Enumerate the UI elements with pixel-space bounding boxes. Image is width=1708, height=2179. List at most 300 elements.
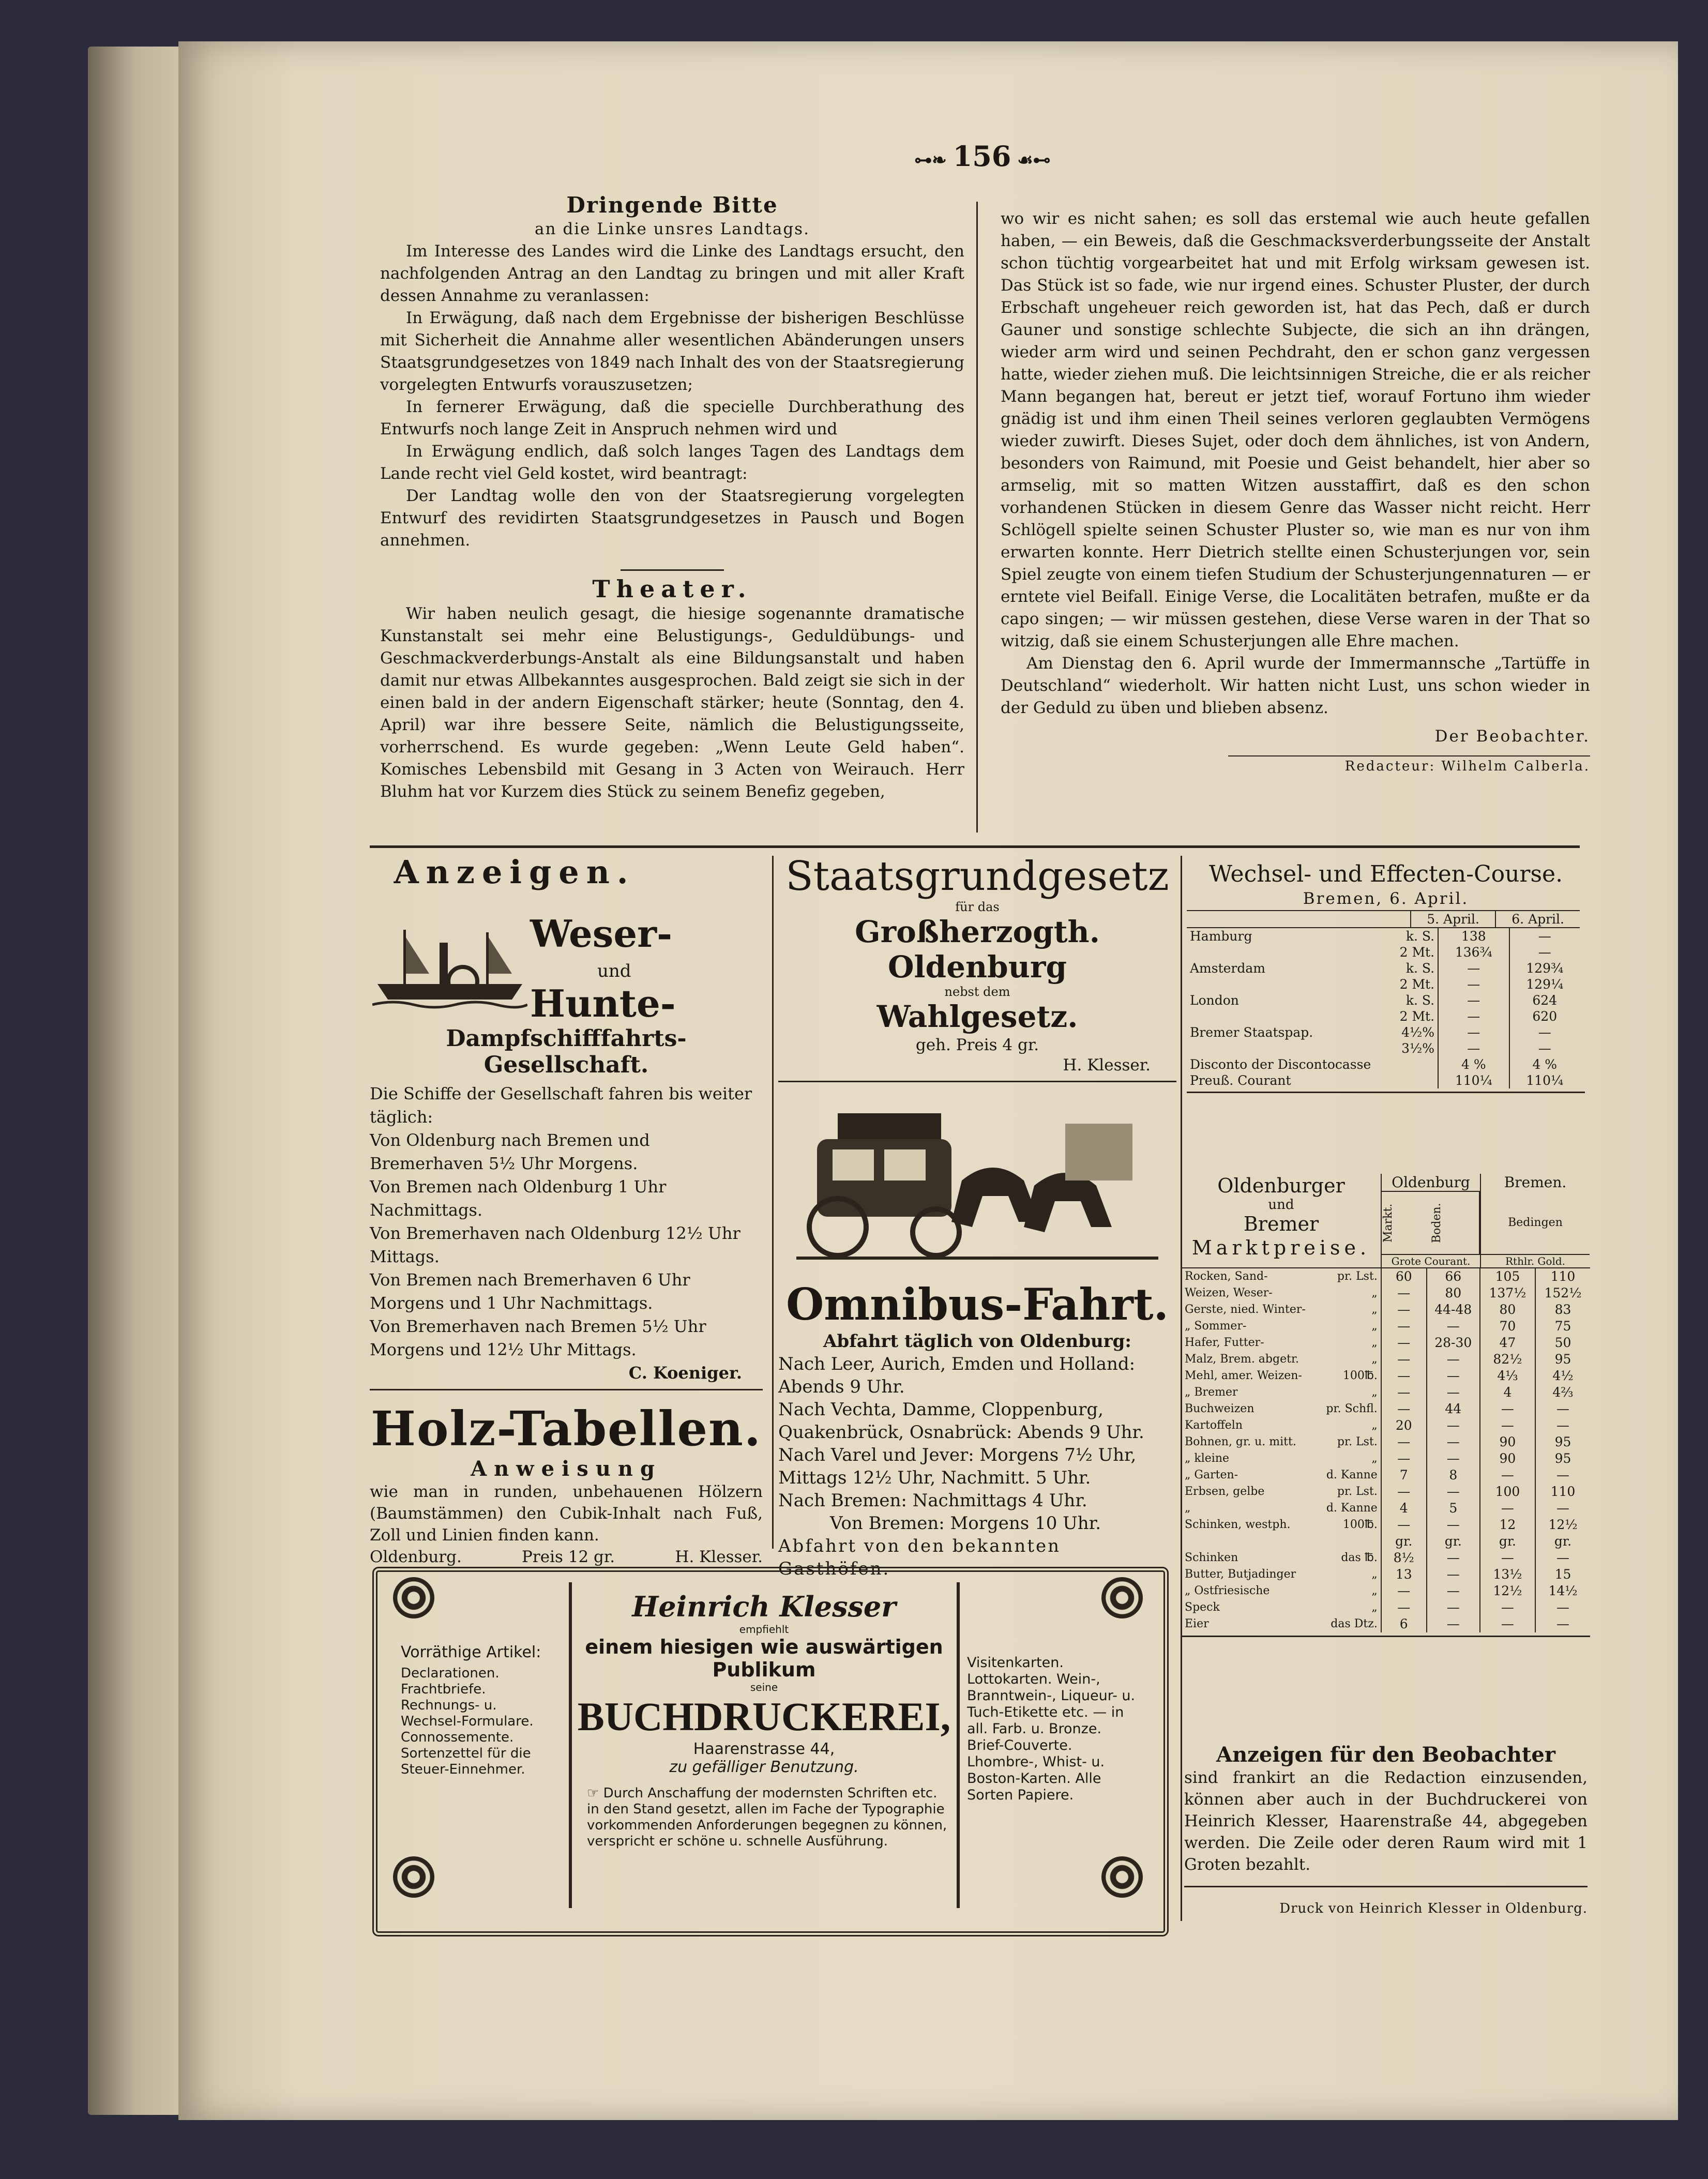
wechsel-cell (1374, 1056, 1438, 1072)
footer-rule (1184, 1886, 1588, 1887)
ads-header: Anzeigen. (394, 853, 636, 891)
klesser-right-list: Visitenkarten. Lottokarten. Wein-, Branntwein-, Liqueur- u. Tuch-Etikette etc. — in all. Farb. u. Bronze. Brief-Couverte. Lhombre-, Whist- u. Boston-Karten. Alle Sorten Papiere. (967, 1655, 1136, 1803)
markt-cell: — (1381, 1517, 1427, 1533)
pointing-hand-icon: ☞ (587, 1785, 603, 1801)
markt-cell: „ (1371, 1336, 1378, 1349)
wechsel-cell: 624 (1509, 992, 1580, 1008)
markt-cell: 95 (1535, 1434, 1590, 1450)
omnibus-line: Nach Varel und Jever: Morgens 7½ Uhr, Mittags 12½ Uhr, Nachmitt. 5 Uhr. (778, 1445, 1137, 1488)
table-divider (1182, 1636, 1590, 1637)
ornament-knob-icon (1101, 1577, 1143, 1618)
omnibus-line: Nach Leer, Aurich, Emden und Holland: Abends 9 Uhr. (778, 1354, 1136, 1397)
omnibus-schedule (778, 1330, 1176, 1580)
wechsel-cell: — (1509, 1024, 1580, 1040)
wechsel-row (1187, 1008, 1580, 1024)
markt-title-line: und (1268, 1197, 1294, 1213)
sgg-title: Staatsgrundgesetz (785, 853, 1169, 900)
column-divider (772, 856, 774, 1549)
wechsel-row (1187, 1024, 1580, 1040)
markt-row (1182, 1599, 1590, 1616)
markt-cell: „ Bremer (1185, 1386, 1238, 1399)
markt-cell: 4 (1480, 1384, 1535, 1401)
klesser-benutzung: zu gefälliger Benutzung. (669, 1758, 859, 1776)
wechsel-row (1187, 928, 1580, 944)
markt-cell: 6 (1381, 1616, 1427, 1632)
table-divider (1187, 1092, 1585, 1093)
markt-cell: — (1427, 1434, 1480, 1450)
markt-cell: „ (1371, 1419, 1378, 1432)
markt-cell: — (1381, 1285, 1427, 1302)
markt-cell: Weizen, Weser- (1185, 1287, 1273, 1299)
markt-cell: — (1427, 1583, 1480, 1599)
wechsel-cell: k. S. (1405, 929, 1435, 944)
markt-cell: 12½ (1480, 1583, 1535, 1599)
wechsel-cell: 136¾ (1438, 944, 1509, 960)
head-oldenburg: Oldenburg (1382, 1174, 1480, 1192)
markt-cell: „ (1371, 1303, 1378, 1316)
weser-schedule (370, 1082, 763, 1385)
klesser-buchdruckerei: BUCHDRUCKEREI, (577, 1694, 951, 1739)
markt-cell: — (1427, 1517, 1480, 1533)
wechsel-cell: 110¼ (1438, 1072, 1509, 1088)
sgg-fuer: für das (955, 900, 1000, 914)
markt-cell: 4⅔ (1535, 1384, 1590, 1401)
markt-cell: — (1381, 1318, 1427, 1335)
markt-cell: — (1480, 1599, 1535, 1616)
wechsel-row (1187, 1056, 1580, 1072)
markt-row (1182, 1335, 1590, 1351)
holz-text: wie man in runden, unbehauenen Hölzern (Baumstämmen) den Cubik-Inhalt nach Fuß, Zoll und Linien finden kann. (370, 1482, 763, 1545)
markt-cell: 83 (1535, 1302, 1590, 1318)
markt-cell: 90 (1480, 1434, 1535, 1450)
wechsel-col-header: 6. April. (1495, 911, 1580, 928)
markt-cell: „ Garten- (1185, 1469, 1238, 1481)
omnibus-line: Nach Vechta, Damme, Cloppenburg, Quakenbrück, Osnabrück: Abends 9 Uhr. (778, 1399, 1144, 1443)
markt-cell: — (1535, 1467, 1590, 1484)
wechsel-cell: 138 (1438, 928, 1509, 944)
markt-cell: — (1427, 1417, 1480, 1434)
markt-cell: „ (1371, 1353, 1378, 1366)
sgg-nebst: nebst dem (944, 985, 1010, 999)
markt-cell: 137½ (1480, 1285, 1535, 1302)
ornament-left-icon: ⊶❧ (914, 150, 953, 171)
markt-cell: pr. Lst. (1337, 1270, 1378, 1283)
markt-cell: 75 (1535, 1318, 1590, 1335)
wechsel-cell: 129¼ (1509, 976, 1580, 992)
redacteur-line: Redacteur: Wilhelm Calberla. (1228, 755, 1590, 774)
wechsel-cell: 129¾ (1509, 960, 1580, 976)
markt-cell: — (1535, 1500, 1590, 1517)
markt-cell: 14½ (1535, 1583, 1590, 1599)
markt-cell: 12½ (1535, 1517, 1590, 1533)
markt-cell: 8 (1427, 1467, 1480, 1484)
markt-cell: — (1427, 1616, 1480, 1632)
wechsel-cell (1187, 944, 1374, 960)
markt-cell: das Dtz. (1331, 1617, 1378, 1630)
schedule-line: Von Oldenburg nach Bremen und Bremerhaven 5½ Uhr Morgens. (370, 1130, 650, 1173)
ornament-knob-icon (1101, 1856, 1143, 1898)
markt-cell: — (1427, 1599, 1480, 1616)
markt-cell: Hafer, Futter- (1185, 1336, 1264, 1349)
markt-cell: — (1480, 1550, 1535, 1566)
markt-cell: 100℔. (1342, 1369, 1378, 1382)
markt-cell: 80 (1480, 1302, 1535, 1318)
ad-divider (778, 1081, 1176, 1082)
schedule-line: Von Bremerhaven nach Bremen 5½ Uhr Morgens und 12½ Uhr Mittags. (370, 1317, 706, 1359)
weser-company: Dampfschifffahrts-Gesellschaft. (446, 1025, 687, 1078)
wechsel-cell: 2 Mt. (1399, 945, 1435, 960)
markt-cell: „ Sommer- (1185, 1320, 1247, 1333)
markt-cell: „ (1371, 1601, 1378, 1614)
markt-title-line: Oldenburger (1217, 1174, 1345, 1197)
markt-cell: 110 (1535, 1268, 1590, 1285)
markt-cell: 66 (1427, 1268, 1480, 1285)
markt-row (1182, 1401, 1590, 1417)
markt-row (1182, 1268, 1590, 1285)
wechsel-cell: Bremer Staatspap. (1190, 1025, 1313, 1040)
wechsel-cell: — (1438, 960, 1509, 976)
markt-cell: Schinken, westph. (1185, 1518, 1291, 1531)
ornament-knob-icon (393, 1577, 434, 1618)
right-column (1001, 208, 1590, 774)
markt-cell: — (1535, 1417, 1590, 1434)
markt-row (1182, 1566, 1590, 1583)
imprint: Druck von Heinrich Klesser in Oldenburg. (1279, 1901, 1588, 1916)
markt-cell: pr. Schfl. (1326, 1402, 1378, 1415)
klesser-left-title: Vorräthige Artikel: (401, 1643, 541, 1661)
klesser-seine: seine (750, 1681, 778, 1693)
markt-cell: d. Kanne (1326, 1502, 1378, 1515)
markt-cell: 60 (1381, 1268, 1427, 1285)
markt-row (1182, 1533, 1590, 1550)
wechsel-cell: Hamburg (1190, 929, 1252, 944)
klesser-left-list (401, 1644, 561, 1778)
markt-cell: 47 (1480, 1335, 1535, 1351)
markt-cell: 4½ (1535, 1368, 1590, 1384)
markt-cell: — (1381, 1599, 1427, 1616)
markt-cell: — (1480, 1616, 1535, 1632)
markt-cell: „ kleine (1185, 1452, 1230, 1465)
schedule-line: Von Bremen nach Oldenburg 1 Uhr Nachmittags. (370, 1177, 667, 1220)
markt-cell: Bohnen, gr. u. mitt. (1185, 1435, 1296, 1448)
markt-row (1182, 1384, 1590, 1401)
markt-row (1182, 1285, 1590, 1302)
theater-paragraph: Wir haben neulich gesagt, die hiesige sogenannte dramatische Kunstanstalt sei mehr eine Belustigungs-, Geduldübungs- und Geschmackverderbungs-Anstalt als eine Bildungsanstalt und haben damit nur etwas Allbekanntes ausgesprochen. Bald zeigt sie sich in der einen bald in der andern Eigenschaft stärker; heute (Sonntag, den 4. April) war ihre bessere Seite, nämlich die Belustigungsseite, vorherrschend. Es wurde gegeben: „Wenn Leute Geld haben“. Komisches Lebensbild mit Gesang in 3 Acten von Weirauch. Herr Bluhm hat vor Kurzem dies Stück zu seinem Benefiz gegeben, (380, 604, 964, 801)
markt-row (1182, 1467, 1590, 1484)
wechsel-col-header: 5. April. (1411, 911, 1495, 928)
beobachter-ad-text: sind frankirt an die Redaction einzusenden, können aber auch in der Buchdruckerei von Heinrich Klesser, Haarenstraße 44, abgegeben werden. Die Zeile oder deren Raum wird mit 1 Groten bezahlt. (1184, 1768, 1588, 1874)
markt-cell: pr. Lst. (1337, 1485, 1378, 1498)
markt-cell: 8½ (1381, 1550, 1427, 1566)
wechsel-cell: — (1509, 1040, 1580, 1056)
markt-cell: Schinken (1185, 1551, 1238, 1564)
markt-cell: 13 (1381, 1566, 1427, 1583)
wechsel-cell: — (1438, 1040, 1509, 1056)
wechsel-cell: k. S. (1405, 993, 1435, 1008)
klesser-line2: Publikum (712, 1658, 816, 1681)
markt-title-line: Bremer (1243, 1213, 1319, 1235)
bitte-paragraph: Der Landtag wolle den von der Staatsregierung vorgelegten Entwurf des revidirten Staatsgrundgesetzes in Pausch und Bogen annehmen. (380, 487, 964, 550)
schedule-line: Von Bremerhaven nach Oldenburg 12½ Uhr Mittags. (370, 1223, 740, 1266)
sgg-title2: Großherzogth. Oldenburg (855, 914, 1100, 985)
markt-row (1182, 1318, 1590, 1335)
wechsel-cell: 4½% (1401, 1025, 1435, 1040)
markt-cell: — (1381, 1450, 1427, 1467)
klesser-body-text: Durch Anschaffung der modernsten Schriften etc. in den Stand gesetzt, allen im Fache der Typographie vorkommenden Anforderungen begegnen zu können, verspricht er schöne u. schnelle Ausführung. (587, 1785, 947, 1849)
markt-cell: 70 (1480, 1318, 1535, 1335)
markt-row (1182, 1500, 1590, 1517)
markt-header (1182, 1174, 1590, 1268)
hunte-title: Hunte- (530, 981, 676, 1025)
beobachter-ad-title: Anzeigen für den Beobachter (1216, 1743, 1555, 1767)
bitte-paragraph: In Erwägung endlich, daß solch langes Tagen des Landtags dem Lande recht viel Geld kostet, wird beantragt: (380, 442, 964, 483)
markt-cell: — (1381, 1335, 1427, 1351)
wechsel-block (1187, 861, 1585, 1093)
weser-und: und (597, 961, 631, 981)
sub-rthl: Rthlr. Gold. (1481, 1254, 1590, 1267)
klesser-line1: einem hiesigen wie auswärtigen (585, 1636, 943, 1658)
wechsel-row (1187, 944, 1580, 960)
markt-cell: 20 (1381, 1417, 1427, 1434)
bitte-subtitle: an die Linke unsres Landtags. (535, 220, 810, 238)
wechsel-cell: Preuß. Courant (1190, 1073, 1291, 1088)
omnibus-title: Omnibus-Fahrt. (786, 1279, 1169, 1330)
review-paragraph: Am Dienstag den 6. April wurde der Immermannsche „Tartüffe in Deutschland“ wiederholt. Wir hatten nicht Lust, uns schon wieder in der Geduld zu üben und blieben absenz. (1001, 654, 1590, 717)
wechsel-cell: Disconto der Discontocasse (1190, 1057, 1371, 1072)
markt-cell: 4⅓ (1480, 1368, 1535, 1384)
markt-cell: — (1427, 1566, 1480, 1583)
markt-cell: — (1427, 1351, 1480, 1368)
section-rule (370, 845, 1580, 848)
column-divider (976, 202, 978, 833)
markt-cell: 95 (1535, 1351, 1590, 1368)
wechsel-cell (1374, 1072, 1438, 1088)
schedule-line: Von Bremen nach Bremerhaven 6 Uhr Morgens und 1 Uhr Nachmittags. (370, 1270, 690, 1313)
wechsel-cell (1187, 1040, 1374, 1056)
holz-footer (370, 1546, 763, 1568)
left-column (380, 192, 964, 803)
klesser-address: Haarenstrasse 44, (693, 1740, 835, 1758)
markt-cell: „ (1371, 1320, 1378, 1333)
klesser-left-items: Declarationen. Frachtbriefe. Rechnungs- u. Wechsel-Formulare. Connossemente. Sortenzettel für die Steuer-Einnehmer. (401, 1666, 534, 1777)
schedule-line: Die Schiffe der Gesellschaft fahren bis weiter täglich: (370, 1084, 752, 1127)
markt-cell: 12 (1480, 1517, 1535, 1533)
page-number: 156 (953, 140, 1011, 173)
klesser-empfiehlt: empfiehlt (739, 1623, 789, 1636)
ads-column-middle (778, 853, 1176, 1580)
head-bremen: Bremen. (1504, 1174, 1567, 1191)
wechsel-cell (1187, 1008, 1374, 1024)
markt-cell: 5 (1427, 1500, 1480, 1517)
markt-cell: — (1427, 1450, 1480, 1467)
wechsel-date: Bremen, 6. April. (1303, 889, 1469, 908)
ad-divider (370, 1389, 763, 1390)
wechsel-cell: 3½% (1401, 1041, 1435, 1056)
markt-cell: gr. (1427, 1533, 1480, 1550)
markt-cell: — (1427, 1368, 1480, 1384)
markt-cell: Gerste, nied. Winter- (1185, 1303, 1306, 1316)
markt-cell: — (1480, 1417, 1535, 1434)
markt-cell (1315, 1533, 1381, 1550)
markt-oldenburg-head (1381, 1174, 1480, 1267)
markt-cell: pr. Lst. (1337, 1435, 1378, 1448)
markt-cell: 100℔. (1342, 1518, 1378, 1531)
markt-row (1182, 1616, 1590, 1632)
wechsel-cell: London (1190, 993, 1239, 1008)
markt-cell: gr. (1535, 1533, 1590, 1550)
markt-cell: — (1427, 1384, 1480, 1401)
markt-title (1182, 1174, 1381, 1267)
bitte-title: Dringende Bitte (566, 192, 778, 218)
wechsel-cell: Amsterdam (1190, 961, 1265, 976)
markt-cell: Mehl, amer. Weizen- (1185, 1369, 1302, 1382)
markt-cell: — (1480, 1500, 1535, 1517)
bitte-paragraph: In fernerer Erwägung, daß die specielle Durchberathung des Entwurfs noch lange Zeit in Anspruch nehmen wird und (380, 398, 964, 438)
ornament-right-icon: ☙⊷ (1011, 150, 1051, 171)
sub-bedingen: Bedingen (1508, 1216, 1563, 1229)
wechsel-header-row (1187, 911, 1580, 928)
sub-boden: Boden. (1430, 1192, 1480, 1254)
markt-cell: Buchweizen (1185, 1402, 1254, 1415)
omnibus-line: Nach Bremen: Nachmittags 4 Uhr. (778, 1490, 1087, 1511)
markt-cell: 13½ (1480, 1566, 1535, 1583)
klesser-body (577, 1785, 951, 1850)
markt-cell: — (1427, 1550, 1480, 1566)
wechsel-cell: 4 % (1438, 1056, 1509, 1072)
markt-cell: — (1535, 1401, 1590, 1417)
markt-cell: Rocken, Sand- (1185, 1270, 1268, 1283)
markt-cell: — (1381, 1368, 1427, 1384)
wechsel-cell: 4 % (1509, 1056, 1580, 1072)
klesser-center (577, 1590, 951, 1850)
omnibus-line: Abfahrt täglich von Oldenburg: (823, 1331, 1131, 1352)
wechsel-row (1187, 976, 1580, 992)
markt-cell: — (1381, 1384, 1427, 1401)
markt-cell: „ (1371, 1386, 1378, 1399)
markt-cell: Eier (1185, 1617, 1209, 1630)
sgg-signature: H. Klesser. (1063, 1056, 1151, 1075)
wechsel-cell: — (1438, 1008, 1509, 1024)
markt-row (1182, 1351, 1590, 1368)
wechsel-cell: k. S. (1405, 961, 1435, 976)
sub-grote: Grote Courant. (1382, 1254, 1480, 1267)
markt-cell: gr. (1480, 1533, 1535, 1550)
wechsel-cell: — (1438, 1024, 1509, 1040)
bitte-paragraph: In Erwägung, daß nach dem Ergebnisse der bisherigen Beschlüsse mit Sicherheit die Annahme aller wesentlichen Abänderungen unsers Staatsgrundgesetzes von 1849 nach Inhalt des von der Staatsregierung vorgelegten Entwurfs vorauszusetzen; (380, 309, 964, 394)
markt-cell: das ℔. (1341, 1551, 1378, 1564)
ornament-knob-icon (393, 1856, 434, 1898)
markt-cell: „ (1371, 1287, 1378, 1299)
markt-cell: 105 (1480, 1268, 1535, 1285)
holz-signature: H. Klesser. (675, 1548, 763, 1566)
markt-cell: „ Ostfriesische (1185, 1584, 1270, 1597)
markt-cell: — (1535, 1599, 1590, 1616)
page-number-row (879, 140, 1086, 173)
markt-cell: — (1381, 1484, 1427, 1500)
markt-cell: Butter, Butjadinger (1185, 1568, 1296, 1581)
wechsel-cell: 620 (1509, 1008, 1580, 1024)
markt-cell: — (1427, 1484, 1480, 1500)
wechsel-cell: — (1509, 928, 1580, 944)
markt-row (1182, 1417, 1590, 1434)
markt-cell: 4 (1381, 1500, 1427, 1517)
steamship-icon (372, 922, 527, 1010)
markt-row (1182, 1583, 1590, 1599)
markt-cell: — (1381, 1401, 1427, 1417)
markt-cell: 100 (1480, 1484, 1535, 1500)
markt-cell: — (1381, 1302, 1427, 1318)
markt-row (1182, 1517, 1590, 1533)
omnibus-line: Von Bremen: Morgens 10 Uhr. (830, 1513, 1101, 1534)
wechsel-cell: — (1438, 992, 1509, 1008)
markt-cell: — (1480, 1401, 1535, 1417)
wechsel-cell: 2 Mt. (1399, 977, 1435, 992)
weser-title: Weser- (530, 912, 672, 956)
markt-block (1182, 1174, 1590, 1637)
frame-inner-border (957, 1582, 960, 1908)
markt-cell: 82½ (1480, 1351, 1535, 1368)
markt-row (1182, 1484, 1590, 1500)
markt-row (1182, 1450, 1590, 1467)
markt-cell: — (1381, 1583, 1427, 1599)
markt-cell: d. Kanne (1326, 1469, 1378, 1481)
markt-cell: — (1535, 1550, 1590, 1566)
markt-cell: Malz, Brem. abgetr. (1185, 1353, 1299, 1366)
weser-signature: C. Koeniger. (628, 1363, 742, 1383)
omnibus-line: Abfahrt von den bekannten Gasthöfen. (778, 1536, 1061, 1579)
markt-cell: 7 (1381, 1467, 1427, 1484)
markt-cell (1182, 1533, 1315, 1550)
markt-cell: 95 (1535, 1450, 1590, 1467)
markt-cell: „ (1371, 1452, 1378, 1465)
wechsel-row (1187, 992, 1580, 1008)
wechsel-row (1187, 1072, 1580, 1088)
markt-row (1182, 1434, 1590, 1450)
signature: Der Beobachter. (1434, 727, 1590, 746)
wechsel-cell: — (1438, 976, 1509, 992)
markt-cell: — (1381, 1351, 1427, 1368)
markt-cell: — (1535, 1616, 1590, 1632)
wechsel-cell: 110¼ (1509, 1072, 1580, 1088)
markt-cell: Kartoffeln (1185, 1419, 1243, 1432)
markt-cell: Erbsen, gelbe (1185, 1485, 1265, 1498)
markt-cell: „ (1371, 1584, 1378, 1597)
wechsel-cell: 2 Mt. (1399, 1009, 1435, 1024)
markt-cell: 80 (1427, 1285, 1480, 1302)
markt-cell: gr. (1381, 1533, 1427, 1550)
markt-cell: 28-30 (1427, 1335, 1480, 1351)
holz-subtitle: Anweisung (471, 1457, 662, 1481)
markt-cell: 44-48 (1427, 1302, 1480, 1318)
wechsel-rows (1187, 928, 1580, 1088)
markt-bremen-head (1480, 1174, 1590, 1267)
markt-cell: — (1480, 1467, 1535, 1484)
markt-cell: 44 (1427, 1401, 1480, 1417)
sub-heads (1382, 1192, 1480, 1254)
sgg-price: geh. Preis 4 gr. (915, 1036, 1039, 1054)
sgg-title3: Wahlgesetz. (876, 999, 1078, 1034)
markt-cell: Speck (1185, 1601, 1220, 1614)
markt-row (1182, 1368, 1590, 1384)
wechsel-row (1187, 1040, 1580, 1056)
markt-cell: 15 (1535, 1566, 1590, 1583)
markt-row (1182, 1550, 1590, 1566)
wechsel-table (1187, 910, 1580, 928)
wechsel-cell (1187, 976, 1374, 992)
wechsel-row (1187, 960, 1580, 976)
markt-cell: 110 (1535, 1484, 1590, 1500)
holz-price: Preis 12 gr. (522, 1548, 615, 1566)
